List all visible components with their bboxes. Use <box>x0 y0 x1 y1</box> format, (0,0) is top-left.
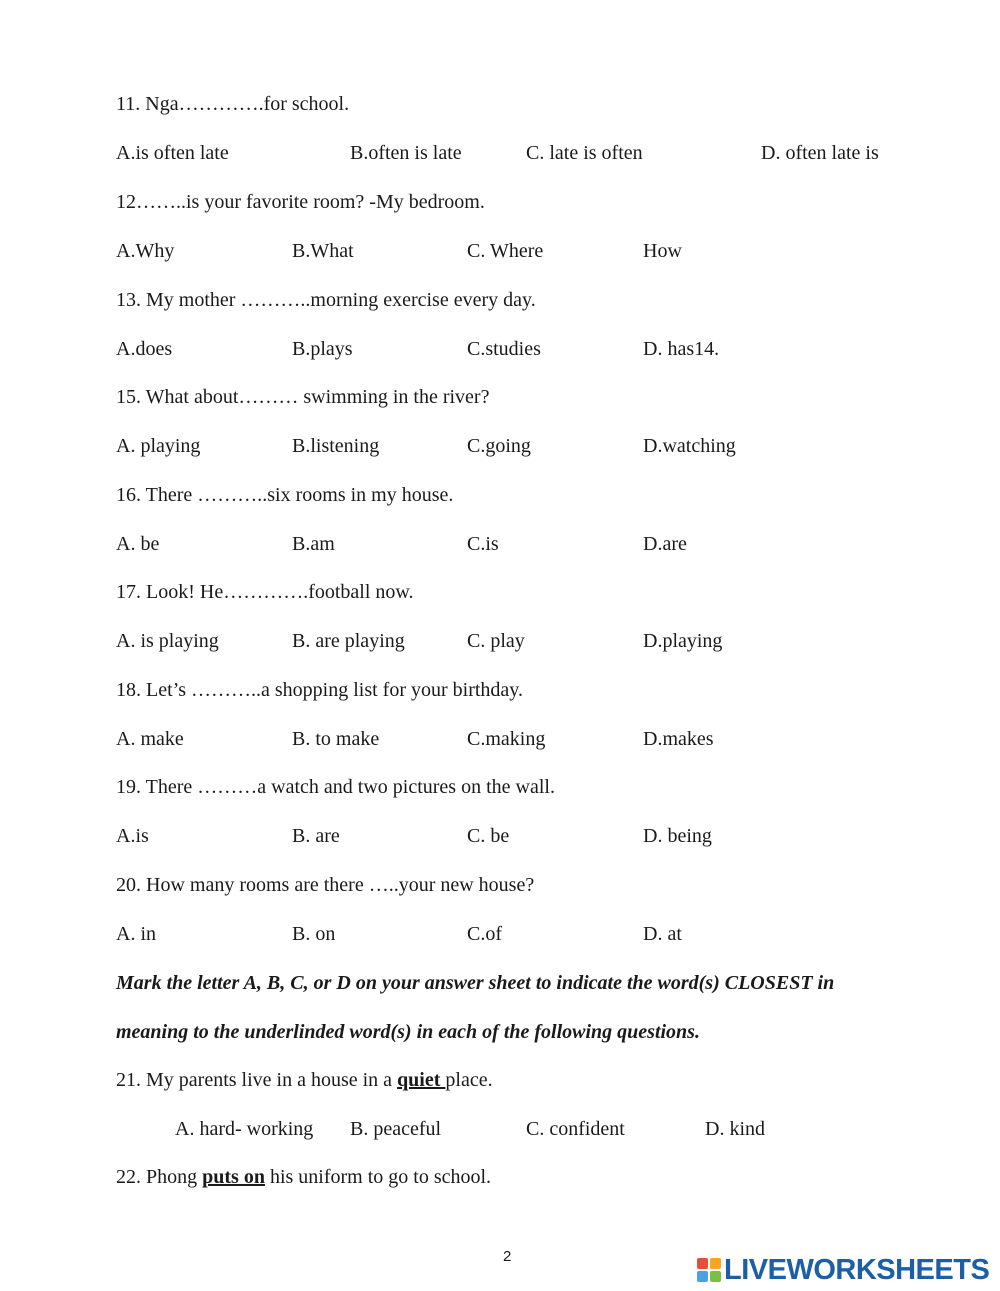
question-15-option-d[interactable]: D.watching <box>643 435 736 457</box>
question-16-option-d[interactable]: D.are <box>643 533 687 555</box>
question-19-option-d[interactable]: D. being <box>643 825 712 847</box>
question-20-option-d[interactable]: D. at <box>643 923 682 945</box>
question-16-option-b[interactable]: B.am <box>292 533 335 555</box>
question-16-stem: 16. There ………..six rooms in my house. <box>116 484 454 506</box>
question-12-option-b[interactable]: B.What <box>292 240 354 262</box>
question-13-option-c[interactable]: C.studies <box>467 338 541 360</box>
question-21-option-c[interactable]: C. confident <box>526 1118 625 1140</box>
instruction-line-1: Mark the letter A, B, C, or D on your answer sheet to indicate the word(s) CLOSEST in <box>116 972 835 994</box>
question-22-stem <box>116 1165 491 1189</box>
question-17-option-a[interactable]: A. is playing <box>116 630 219 652</box>
question-22-underlined-word: puts on <box>202 1166 265 1188</box>
question-17-stem: 17. Look! He………….football now. <box>116 581 414 603</box>
question-21-prefix: 21. My parents live in a house in a <box>116 1069 398 1091</box>
logo-square-3 <box>697 1271 708 1282</box>
question-17-option-c[interactable]: C. play <box>467 630 525 652</box>
logo-square-2 <box>710 1258 721 1269</box>
question-20-option-c[interactable]: C.of <box>467 923 502 945</box>
question-16-option-a[interactable]: A. be <box>116 533 160 555</box>
question-12-option-d[interactable]: How <box>643 240 682 262</box>
question-11-stem: 11. Nga………….for school. <box>116 93 350 115</box>
question-18-stem: 18. Let’s ………..a shopping list for your birthday. <box>116 679 523 701</box>
question-21-option-d[interactable]: D. kind <box>705 1118 765 1140</box>
question-18-option-c[interactable]: C.making <box>467 728 546 750</box>
question-19-option-a[interactable]: A.is <box>116 825 149 847</box>
question-21-suffix: place. <box>445 1069 493 1091</box>
question-20-option-a[interactable]: A. in <box>116 923 156 945</box>
question-19-option-c[interactable]: C. be <box>467 825 510 847</box>
question-22-prefix: 22. Phong <box>116 1166 203 1188</box>
question-18-option-d[interactable]: D.makes <box>643 728 714 750</box>
question-18-option-a[interactable]: A. make <box>116 728 184 750</box>
question-21-underlined-word: quiet <box>397 1069 446 1091</box>
question-15-option-c[interactable]: C.going <box>467 435 531 457</box>
question-19-stem: 19. There ………a watch and two pictures on the wall. <box>116 776 555 798</box>
question-19-option-b[interactable]: B. are <box>292 825 340 847</box>
question-20-option-b[interactable]: B. on <box>292 923 336 945</box>
question-17-option-d[interactable]: D.playing <box>643 630 723 652</box>
question-15-option-a[interactable]: A. playing <box>116 435 201 457</box>
liveworksheets-logo <box>697 1253 989 1287</box>
instruction-line-2: meaning to the underlinded word(s) in each of the following questions. <box>116 1021 700 1043</box>
question-21-stem <box>116 1068 493 1092</box>
question-13-stem: 13. My mother ………..morning exercise every day. <box>116 289 536 311</box>
question-13-option-b[interactable]: B.plays <box>292 338 353 360</box>
question-12-option-c[interactable]: C. Where <box>467 240 544 262</box>
logo-square-1 <box>697 1258 708 1269</box>
liveworksheets-logo-icon <box>697 1258 721 1282</box>
question-11-option-d[interactable]: D. often late is <box>761 142 879 164</box>
question-21-option-a[interactable]: A. hard- working <box>175 1118 314 1140</box>
page-number: 2 <box>503 1248 512 1265</box>
question-13-option-a[interactable]: A.does <box>116 338 173 360</box>
question-13-option-d[interactable]: D. has14. <box>643 338 720 360</box>
question-16-option-c[interactable]: C.is <box>467 533 499 555</box>
question-22-suffix: his uniform to go to school. <box>264 1166 492 1188</box>
question-15-option-b[interactable]: B.listening <box>292 435 380 457</box>
question-21-option-b[interactable]: B. peaceful <box>350 1118 442 1140</box>
question-18-option-b[interactable]: B. to make <box>292 728 380 750</box>
logo-square-4 <box>710 1271 721 1282</box>
question-15-stem: 15. What about……… swimming in the river? <box>116 386 490 408</box>
question-20-stem: 20. How many rooms are there …..your new house? <box>116 874 535 896</box>
question-11-option-c[interactable]: C. late is often <box>526 142 643 164</box>
question-12-stem: 12……..is your favorite room? -My bedroom. <box>116 191 485 213</box>
question-11-option-b[interactable]: B.often is late <box>350 142 462 164</box>
question-17-option-b[interactable]: B. are playing <box>292 630 405 652</box>
question-12-option-a[interactable]: A.Why <box>116 240 175 262</box>
liveworksheets-logo-text: LIVEWORKSHEETS <box>724 1253 990 1286</box>
question-11-option-a[interactable]: A.is often late <box>116 142 229 164</box>
